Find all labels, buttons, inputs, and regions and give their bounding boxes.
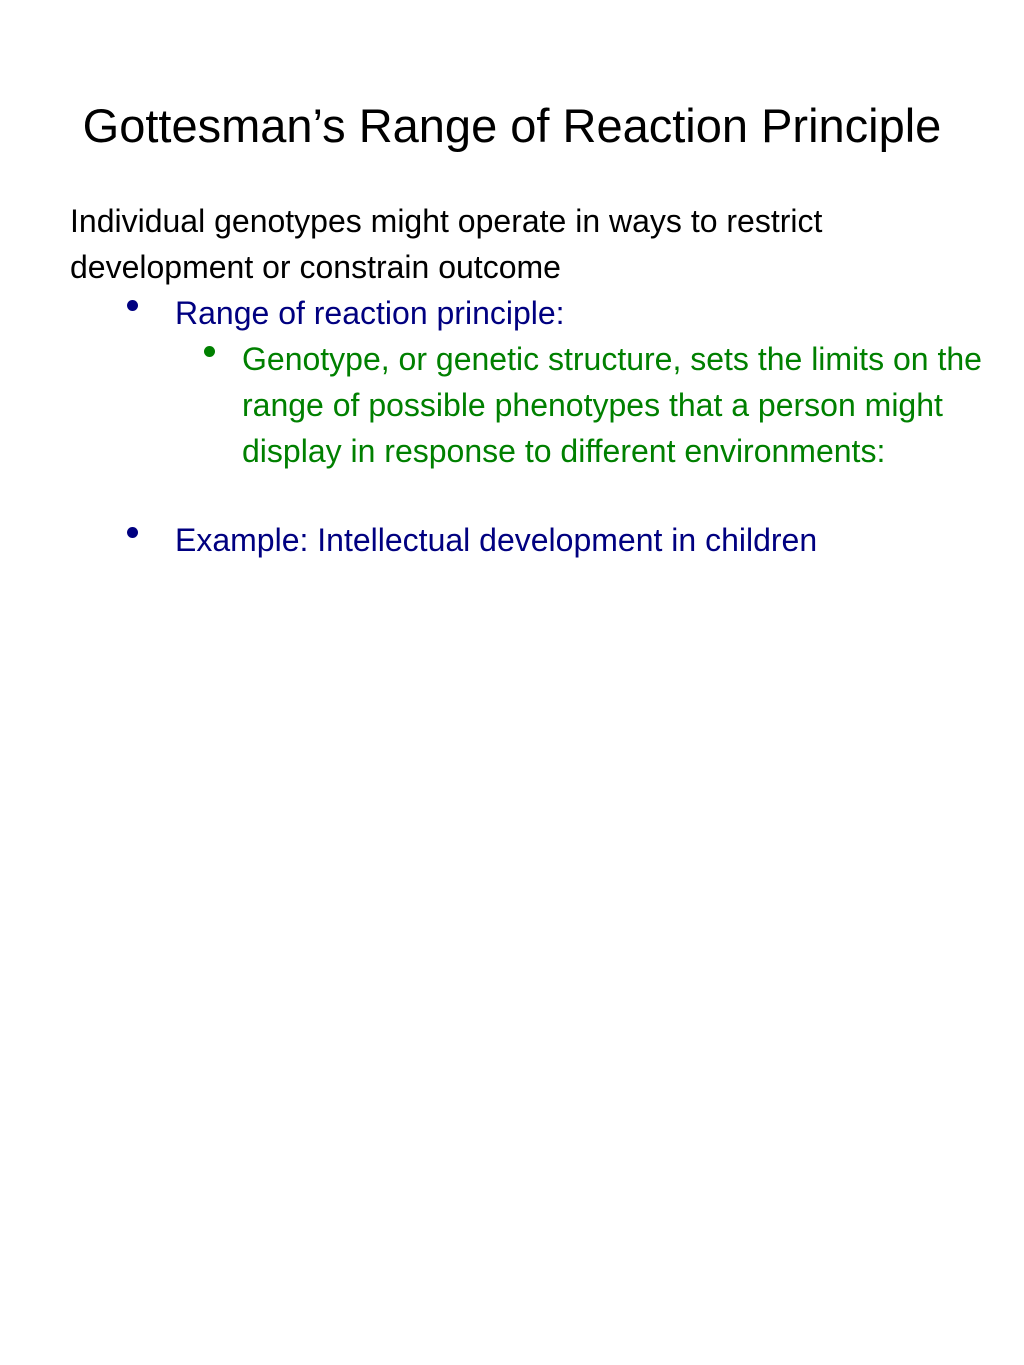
bullet-range-of-reaction: Range of reaction principle: [175, 295, 565, 331]
bullet-dot [127, 527, 138, 538]
bullet-dot [204, 346, 215, 357]
sub-bullet-genotype: Genotype, or genetic structure, sets the limits on the range of possible phenotypes that a person might display in response to different environments: [242, 341, 982, 469]
intro-paragraph: Individual genotypes might operate in ways to restrict development or constrain outcome [70, 203, 823, 285]
slide-title: Gottesman’s Range of Reaction Principle [82, 99, 942, 152]
bullet-dot [127, 300, 138, 311]
bullet-example: Example: Intellectual development in children [175, 522, 818, 558]
